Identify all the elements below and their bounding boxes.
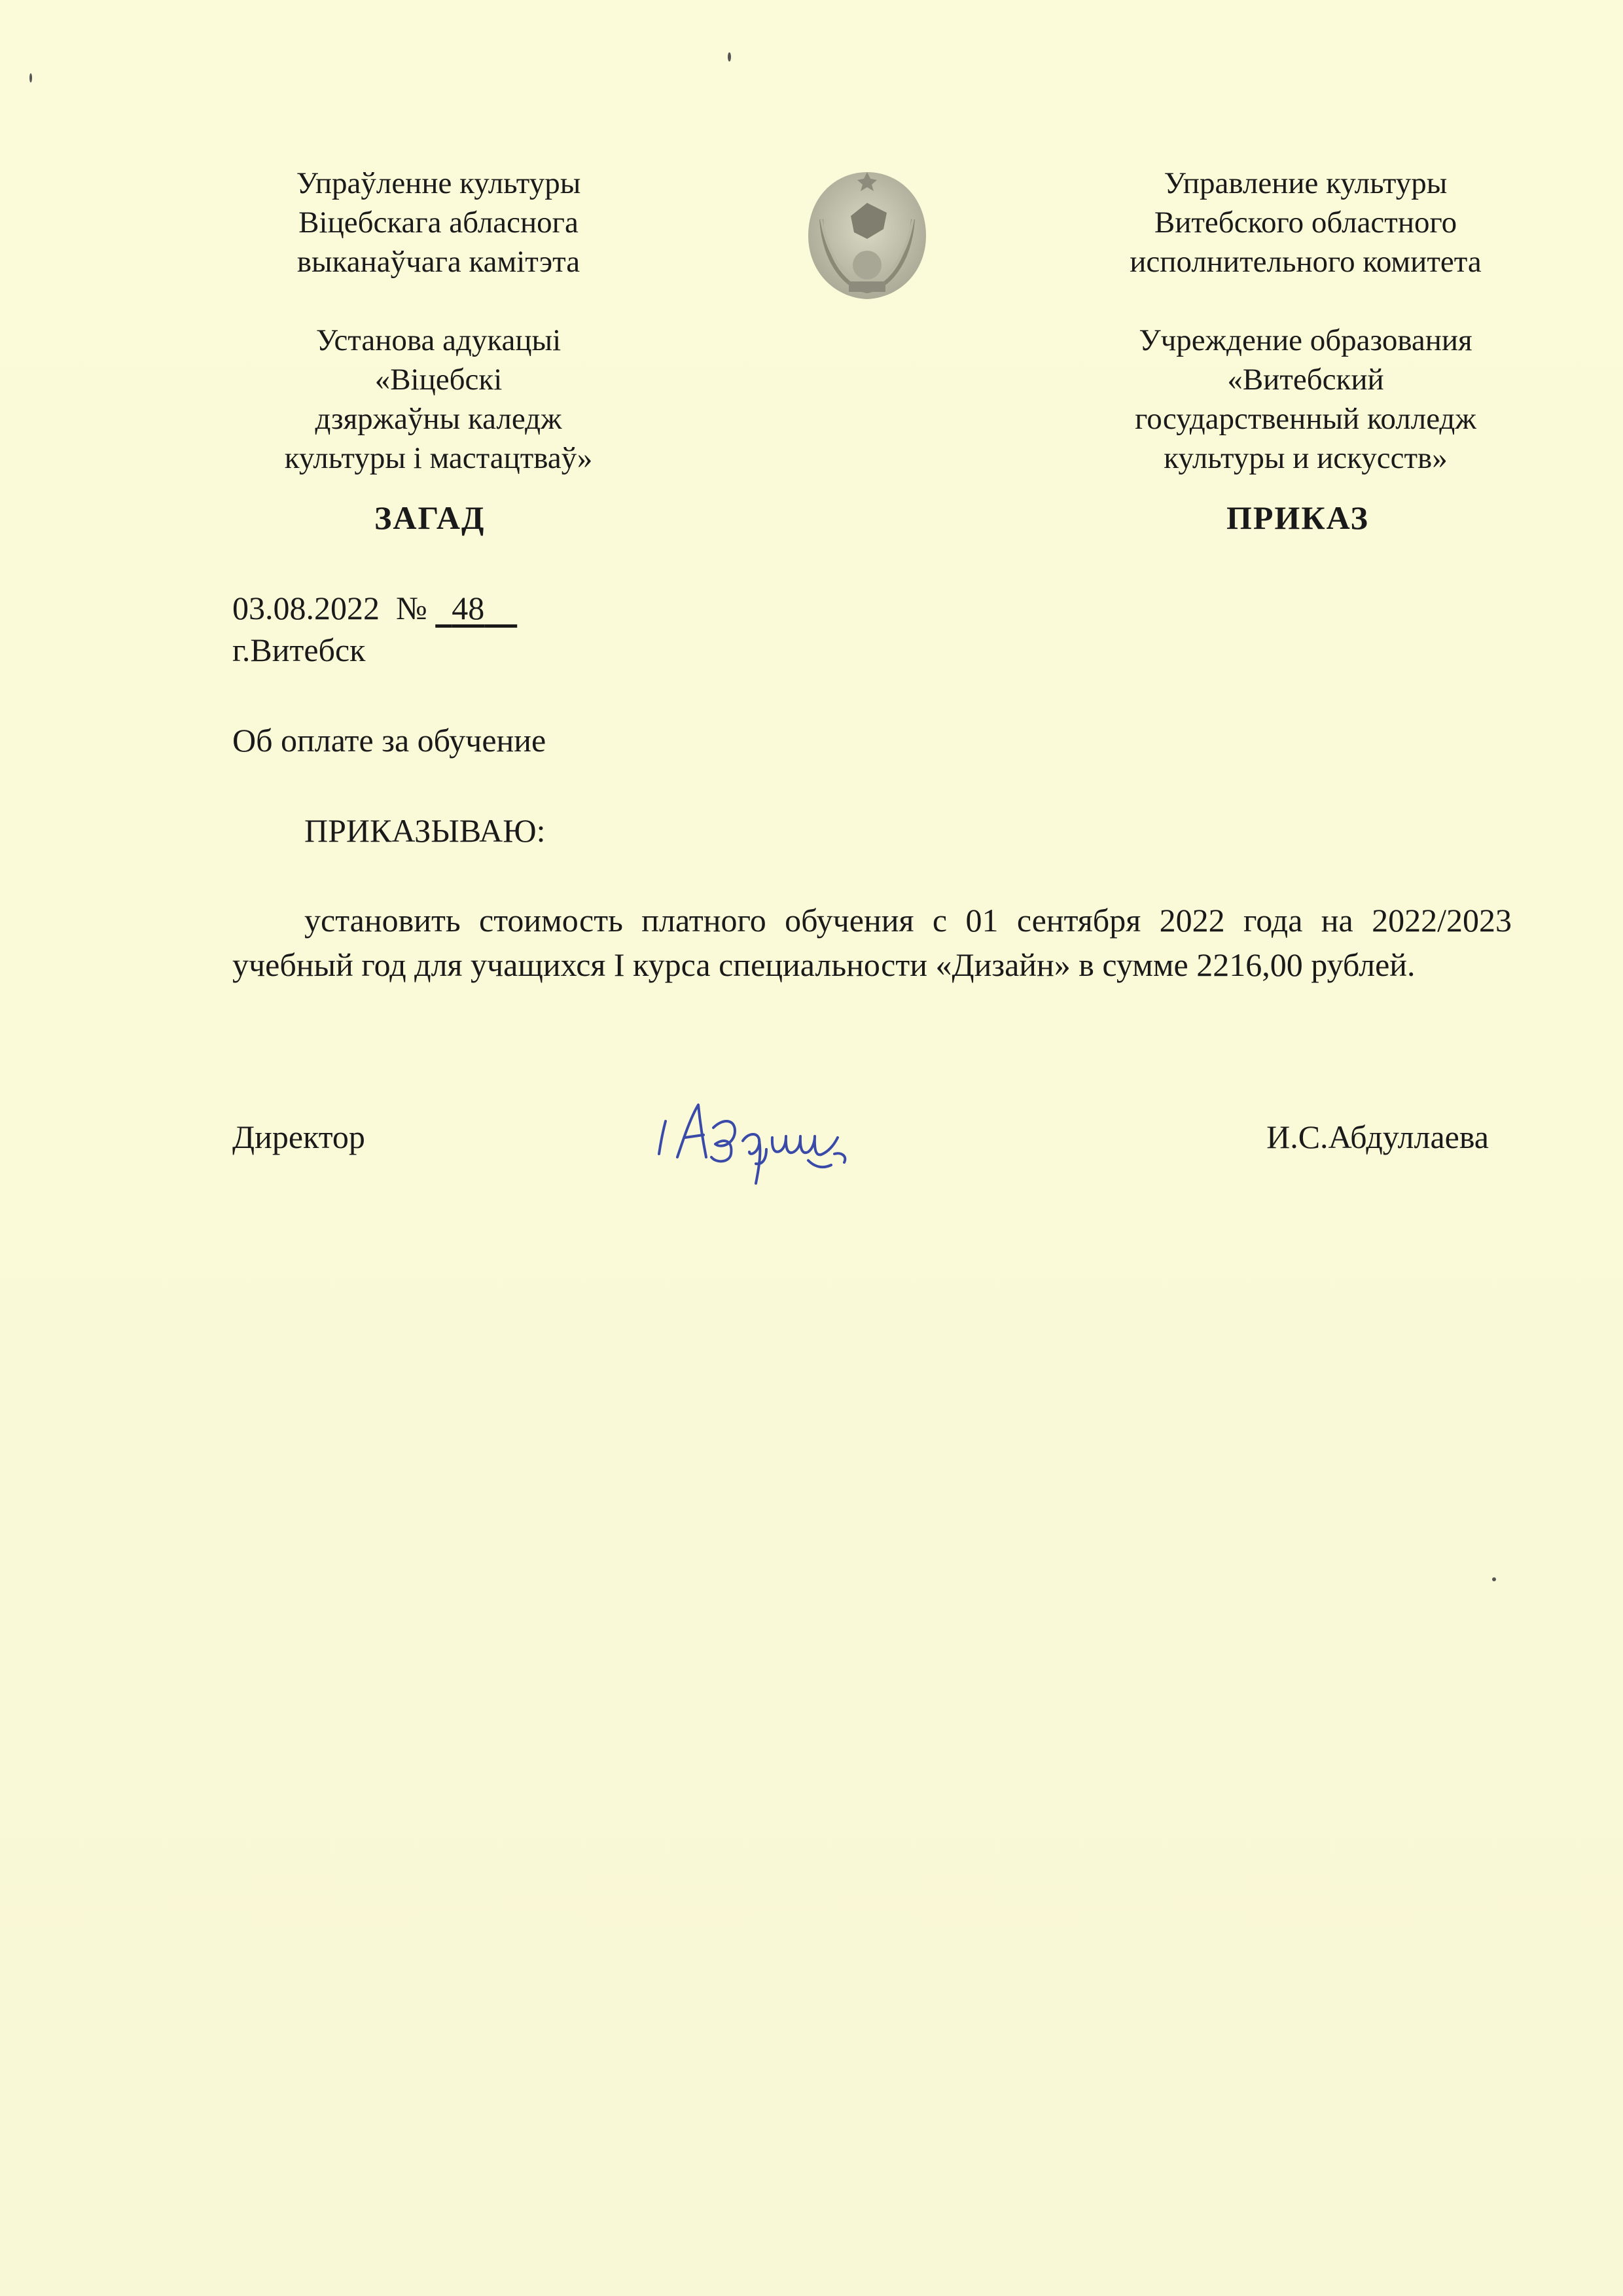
header-right-line: культуры и искусств» [1164, 441, 1448, 475]
header-left-line: Віцебскага абласнога [298, 206, 579, 240]
signature-block [232, 1118, 1489, 1210]
state-emblem-icon [802, 167, 933, 304]
header-right-line: «Витебский [1227, 363, 1384, 397]
order-date-number [232, 588, 1512, 628]
header-right-line: Учреждение образования [1139, 323, 1472, 357]
header-left [216, 164, 661, 478]
signature-role: Директор [232, 1119, 365, 1155]
scan-speck [728, 52, 731, 62]
header-right-line: государственный колледж [1135, 402, 1476, 436]
order-subject: Об оплате за обучение [232, 722, 546, 759]
header-right [1086, 164, 1525, 478]
doc-type-ru: ПРИКАЗ [1226, 499, 1369, 536]
header-left-line: выканаўчага камітэта [296, 245, 580, 279]
header-left-line: Упраўленне культуры [296, 166, 581, 200]
header-left-line: культуры і мастацтваў» [284, 441, 593, 475]
order-number-value: 48 [452, 590, 485, 626]
scan-speck [1492, 1577, 1496, 1581]
doc-type-by: ЗАГАД [374, 499, 486, 536]
handwritten-signature-icon [651, 1092, 854, 1190]
order-number-sign: № [396, 590, 427, 626]
header-right-line: исполнительного комитета [1130, 245, 1482, 279]
header-right-line: Витебского областного [1154, 206, 1457, 240]
scan-speck [29, 73, 32, 82]
header-left-line: Установа адукацыі [315, 323, 562, 357]
header-left-line: дзяржаўны каледж [315, 402, 562, 436]
order-directive: ПРИКАЗЫВАЮ: [304, 812, 546, 849]
header-left-line: «Віцебскі [374, 363, 503, 397]
signature-name: И.С.Абдуллаева [1266, 1119, 1489, 1155]
order-paragraph: установить стоимость платного обучения с 01 сентября 2022 года на 2022/2023 учебный год для учащихся I курса специальности «Дизайн» в сумме 2216,00 рублей. [232, 902, 1512, 983]
order-date: 03.08.2022 [232, 590, 380, 626]
header-right-line: Управление культуры [1164, 166, 1448, 200]
order-number [435, 588, 517, 628]
order-city: г.Витебск [232, 632, 366, 668]
